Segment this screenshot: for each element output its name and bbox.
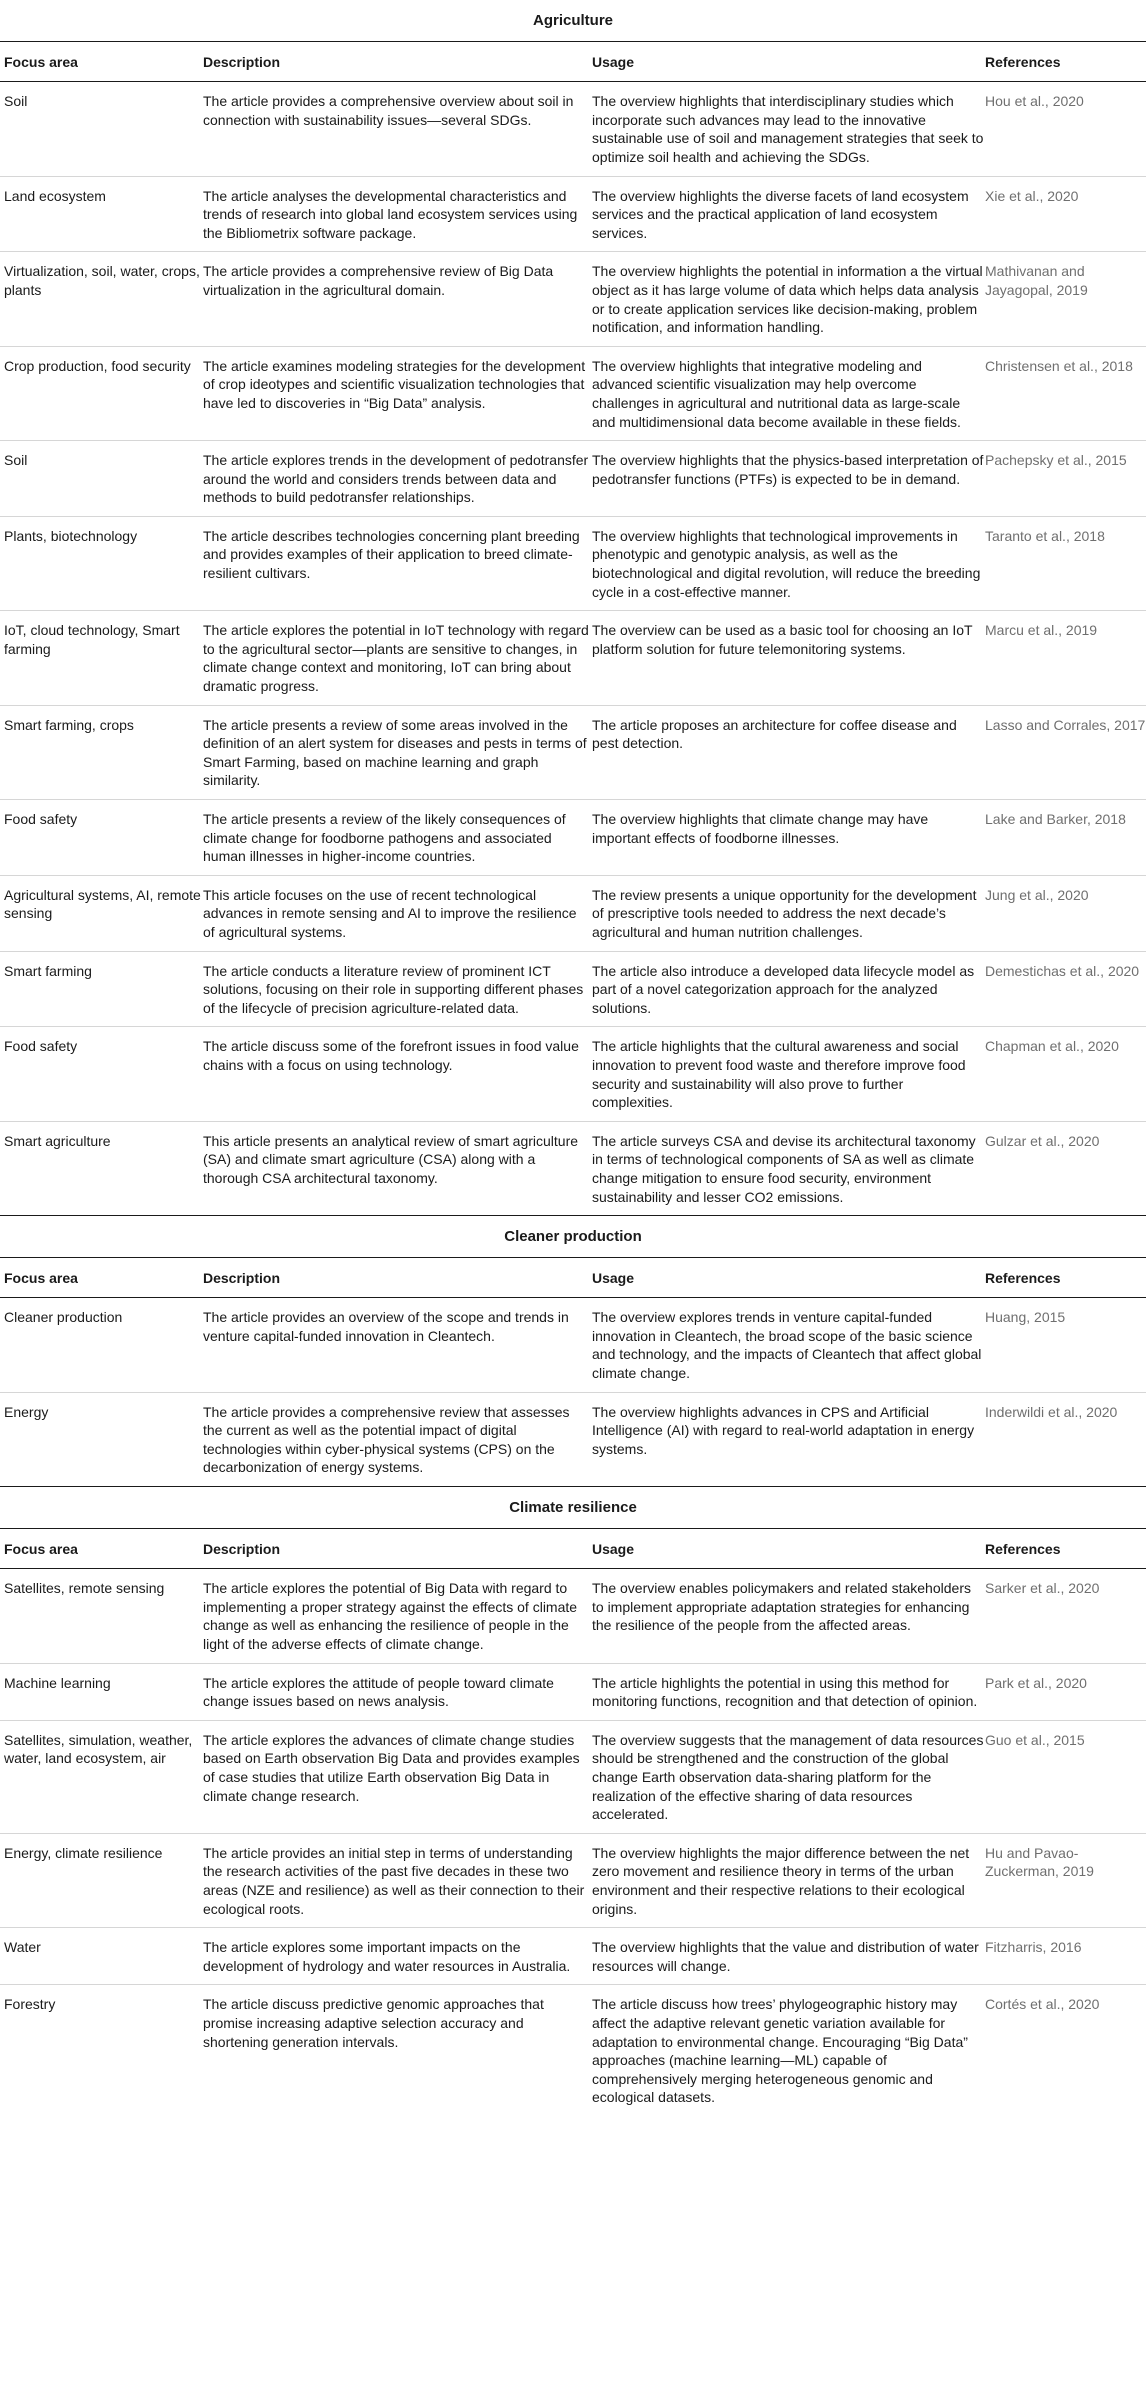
reference-cell: Lasso and Corrales, 2017 (985, 705, 1146, 799)
focus-area-cell: Cleaner production (0, 1298, 203, 1392)
usage-cell: The overview highlights that interdisciplinary studies which incorporate such advances may lead to the innovative sustainable use of soil and management strategies that seek to optimize soil health and achieving the SDGs. (592, 82, 985, 176)
usage-cell: The overview enables policymakers and related stakeholders to implement appropriate adaptation strategies for enhancing the resilience of the people from the affected areas. (592, 1569, 985, 1663)
reference-cell: Jung et al., 2020 (985, 875, 1146, 951)
table-row (0, 82, 1146, 176)
description-cell: The article discuss some of the forefront issues in food value chains with a focus on using technology. (203, 1027, 592, 1121)
header-references: References (985, 1257, 1146, 1298)
header-focus-area: Focus area (0, 1528, 203, 1569)
reference-cell: Fitzharris, 2016 (985, 1928, 1146, 1985)
description-cell: The article presents a review of some areas involved in the definition of an alert system for diseases and pests in terms of Smart Farming, based on machine learning and graph similarity. (203, 705, 592, 799)
column-header-row (0, 41, 1146, 82)
description-cell: The article provides an overview of the scope and trends in venture capital-funded innovation in Cleantech. (203, 1298, 592, 1392)
table-row (0, 1298, 1146, 1392)
reference-cell: Hu and Pavao-Zuckerman, 2019 (985, 1833, 1146, 1927)
header-usage: Usage (592, 1528, 985, 1569)
reference-cell: Xie et al., 2020 (985, 176, 1146, 252)
focus-area-cell: Soil (0, 441, 203, 517)
description-cell: The article analyses the developmental characteristics and trends of research into global land ecosystem services using the Bibliometrix software package. (203, 176, 592, 252)
table-row (0, 1720, 1146, 1833)
usage-cell: The article highlights that the cultural awareness and social innovation to prevent food waste and therefore improve food security and sustainability will also prove to further complexities. (592, 1027, 985, 1121)
description-cell: The article discuss predictive genomic approaches that promise increasing adaptive selection accuracy and shortening generation intervals. (203, 1996, 544, 2050)
focus-area-cell: Soil (0, 82, 203, 176)
header-focus-area: Focus area (0, 41, 203, 82)
reference-cell: Lake and Barker, 2018 (985, 800, 1146, 876)
table-row (0, 800, 1146, 876)
table-row (0, 1663, 1146, 1720)
focus-area-cell: Food safety (0, 1027, 203, 1121)
description-cell: The article explores the attitude of people toward climate change issues based on news analysis. (203, 1663, 592, 1720)
focus-area-cell: Smart agriculture (4, 1132, 111, 1149)
description-cell: The article explores the advances of climate change studies based on Earth observation Big Data and provides examples of case studies that utilize Earth observation Big Data in climate change research. (203, 1720, 592, 1833)
focus-area-cell: Energy (4, 1403, 49, 1420)
focus-area-cell: Agricultural systems, AI, remote sensing (0, 875, 203, 951)
table-row (0, 176, 1146, 252)
table-row (0, 705, 1146, 799)
usage-cell: The overview highlights that technological improvements in phenotypic and genotypic analysis, as well as the biotechnological and digital revolution, will reduce the breeding cycle in a cost-effective manner. (592, 516, 985, 610)
focus-area-cell: Land ecosystem (0, 176, 203, 252)
table-row (0, 1569, 1146, 1663)
description-cell: The article explores the potential in IoT technology with regard to the agricultural sector—plants are sensitive to changes, in climate change context and monitoring, IoT can bring about dramatic progress. (203, 611, 592, 705)
usage-cell: The overview explores trends in venture capital-funded innovation in Cleantech, the broad scope of the basic science and technology, and the impacts of Cleantech that affect global climate change. (592, 1298, 985, 1392)
reference-cell: Gulzar et al., 2020 (985, 1132, 1100, 1149)
focus-area-cell: Forestry (4, 1996, 56, 2013)
reference-cell: Inderwildi et al., 2020 (985, 1403, 1118, 1420)
focus-area-cell: Energy, climate resilience (0, 1833, 203, 1927)
reference-cell: Christensen et al., 2018 (985, 346, 1146, 440)
reference-cell: Cortés et al., 2020 (985, 1996, 1100, 2013)
description-cell: The article describes technologies concerning plant breeding and provides examples of their application to breed climate- resilient cultivars. (203, 516, 592, 610)
header-focus-area: Focus area (0, 1257, 203, 1298)
usage-cell: The article proposes an architecture for coffee disease and pest detection. (592, 705, 985, 799)
description-cell: The article provides a comprehensive review of Big Data virtualization in the agricultural domain. (203, 252, 592, 346)
focus-area-cell: Virtualization, soil, water, crops, plants (0, 252, 203, 346)
reference-cell: Park et al., 2020 (985, 1663, 1146, 1720)
section-title: Cleaner production (0, 1216, 1146, 1258)
usage-cell: The overview highlights the potential in information a the virtual object as it has large volume of data which helps data analysis or to create application services like decision-making, problem notification, and information handling. (592, 252, 985, 346)
focus-area-cell: Food safety (0, 800, 203, 876)
table-row (0, 951, 1146, 1027)
usage-cell: The overview highlights the major difference between the net zero movement and resilience theory in terms of the urban environment and their respective relations to their ecological origins. (592, 1833, 985, 1927)
reference-cell: Hou et al., 2020 (985, 82, 1146, 176)
table-row (0, 516, 1146, 610)
header-description: Description (203, 41, 592, 82)
table-row (0, 1121, 1146, 1215)
usage-cell: The overview highlights that the value and distribution of water resources will change. (592, 1928, 985, 1985)
column-header-row (0, 1528, 1146, 1569)
table-row (0, 252, 1146, 346)
header-references: References (985, 41, 1146, 82)
header-description: Description (203, 1528, 592, 1569)
description-cell: The article explores trends in the development of pedotransfer around the world and considers trends between data and methods to build pedotransfer relationships. (203, 441, 592, 517)
description-cell: The article provides an initial step in terms of understanding the research activities of the past five decades in these two areas (NZE and resilience) as well as their connection to their ecological roots. (203, 1833, 592, 1927)
focus-area-cell: Smart farming, crops (0, 705, 203, 799)
section-title: Agriculture (0, 0, 1146, 41)
focus-area-cell: Satellites, simulation, weather, water, land ecosystem, air (0, 1720, 203, 1833)
usage-cell: The overview highlights that the physics-based interpretation of pedotransfer functions (PTFs) is expected to be in demand. (592, 441, 985, 517)
reference-cell: Chapman et al., 2020 (985, 1027, 1146, 1121)
table-row (0, 1833, 1146, 1927)
usage-cell: The article discuss how trees’ phylogeographic history may affect the adaptive relevant genetic variation available for adaptation to environmental change. Encouraging “Big Data” approaches (machine learning—ML) capable of comprehensively merging heterogeneous genomic and ecological datasets. (592, 1996, 968, 2106)
description-cell: The article presents a review of the likely consequences of climate change for foodborne pathogens and associated human illnesses in higher-income countries. (203, 800, 592, 876)
focus-area-cell: Plants, biotechnology (0, 516, 203, 610)
table-row (0, 1392, 1146, 1486)
focus-area-cell: Machine learning (0, 1663, 203, 1720)
reference-cell: Huang, 2015 (985, 1298, 1146, 1392)
usage-cell: The overview highlights that climate change may have important effects of foodborne illnesses. (592, 800, 985, 876)
table-row (0, 611, 1146, 705)
table-row (0, 1027, 1146, 1121)
header-references: References (985, 1528, 1146, 1569)
description-cell: This article presents an analytical review of smart agriculture (SA) and climate smart agriculture (CSA) along with a thorough CSA architectural taxonomy. (203, 1132, 579, 1186)
focus-area-cell: IoT, cloud technology, Smart farming (0, 611, 203, 705)
section-title-row (0, 1487, 1146, 1529)
focus-area-cell: Satellites, remote sensing (0, 1569, 203, 1663)
table-row (0, 875, 1146, 951)
reference-cell: Pachepsky et al., 2015 (985, 441, 1146, 517)
section-title-row (0, 1216, 1146, 1258)
description-cell: The article conducts a literature review of prominent ICT solutions, focusing on their role in supporting different phases of the lifecycle of precision agriculture-related data. (203, 951, 592, 1027)
reference-cell: Taranto et al., 2018 (985, 516, 1146, 610)
table-row (0, 346, 1146, 440)
reference-cell: Guo et al., 2015 (985, 1720, 1146, 1833)
header-usage: Usage (592, 41, 985, 82)
section-title-row (0, 0, 1146, 41)
header-usage: Usage (592, 1257, 985, 1298)
focus-area-cell: Crop production, food security (0, 346, 203, 440)
description-cell: The article examines modeling strategies for the development of crop ideotypes and scientific visualization technologies that have led to discoveries in “Big Data” analysis. (203, 346, 592, 440)
reference-cell: Sarker et al., 2020 (985, 1569, 1146, 1663)
reference-cell: Demestichas et al., 2020 (985, 951, 1146, 1027)
section-title: Climate resilience (0, 1487, 1146, 1529)
usage-cell: The overview suggests that the management of data resources should be strengthened and the construction of the global change Earth observation data-sharing platform for the realization of the effective sharing of data resources accelerated. (592, 1720, 985, 1833)
table-row (0, 1928, 1146, 1985)
description-cell: The article provides a comprehensive review that assesses the current as well as the potential impact of digital technologies within cyber-physical systems (CPS) on the decarbonization of energy systems. (203, 1403, 570, 1476)
description-cell: The article explores some important impacts on the development of hydrology and water resources in Australia. (203, 1928, 592, 1985)
description-cell: The article explores the potential of Big Data with regard to implementing a proper strategy against the effects of climate change as well as enhancing the resilience of people in the light of the adverse effects of climate change. (203, 1569, 592, 1663)
reference-cell: Marcu et al., 2019 (985, 611, 1146, 705)
usage-cell: The review presents a unique opportunity for the development of prescriptive tools needed to address the next decade’s agricultural and human nutrition challenges. (592, 875, 985, 951)
description-cell: The article provides a comprehensive overview about soil in connection with sustainability issues—several SDGs. (203, 82, 592, 176)
table-row (0, 1985, 1146, 2116)
usage-cell: The article also introduce a developed data lifecycle model as part of a novel categorization approach for the analyzed solutions. (592, 951, 985, 1027)
usage-cell: The article surveys CSA and devise its architectural taxonomy in terms of technological components of SA as well as climate change mitigation to ensure food security, environment sustainability and lesser CO2 emissions. (592, 1132, 976, 1205)
description-cell: This article focuses on the use of recent technological advances in remote sensing and AI to improve the resilience of agricultural systems. (203, 875, 592, 951)
usage-cell: The article highlights the potential in using this method for monitoring functions, recognition and that detection of opinion. (592, 1663, 985, 1720)
table-row (0, 441, 1146, 517)
reference-cell: Mathivanan and Jayagopal, 2019 (985, 252, 1146, 346)
usage-cell: The overview can be used as a basic tool for choosing an IoT platform solution for future telemonitoring systems. (592, 611, 985, 705)
focus-area-cell: Smart farming (0, 951, 203, 1027)
focus-area-cell: Water (0, 1928, 203, 1985)
usage-cell: The overview highlights advances in CPS and Artificial Intelligence (AI) with regard to real-world adaptation in energy systems. (592, 1403, 975, 1457)
column-header-row (0, 1257, 1146, 1298)
header-description: Description (203, 1257, 592, 1298)
usage-cell: The overview highlights the diverse facets of land ecosystem services and the practical application of land ecosystem services. (592, 176, 985, 252)
usage-cell: The overview highlights that integrative modeling and advanced scientific visualization may help overcome challenges in agricultural and nutritional data as large-scale and multidimensional data become available in these fields. (592, 346, 985, 440)
